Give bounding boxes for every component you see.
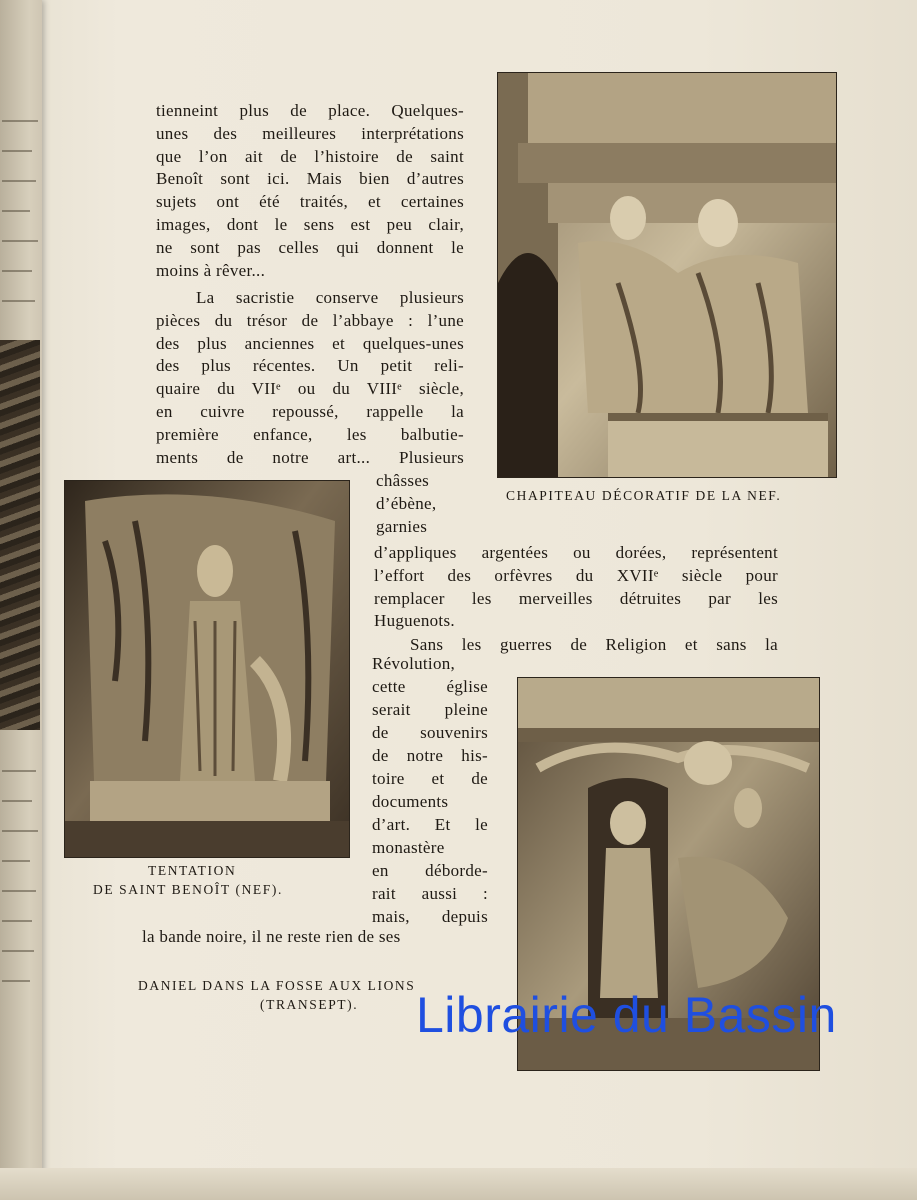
text-line: pièces du trésor de l’abbaye : l’une <box>156 310 464 330</box>
text-line: images, dont le sens est peu clair, <box>156 214 464 234</box>
watermark-librairie-du-bassin: Librairie du Bassin <box>416 987 837 1043</box>
text-line: cette église <box>372 677 488 696</box>
text-line: La sacristie conserve plusieurs <box>196 288 464 307</box>
text-line: Benoît sont ici. Mais bien d’autres <box>156 169 464 189</box>
text-line: de souvenirs <box>372 723 488 742</box>
paragraph-3-last <box>142 926 488 949</box>
paragraph-1 <box>156 100 464 282</box>
text-line: de notre his- <box>372 746 488 765</box>
text-line: mais, depuis <box>372 907 488 926</box>
paragraph-2-wide <box>374 542 778 633</box>
text-line: l’effort des orfèvres du XVIIᵉ siècle pour <box>374 565 778 585</box>
text-line: documents <box>372 792 449 811</box>
text-line: des plus récentes. Un petit reli- <box>156 356 464 376</box>
text-line: d’appliques argentées ou dorées, représentent <box>374 543 778 562</box>
photo-chapiteau-decoratif <box>497 72 837 478</box>
text-line: en cuivre repoussé, rappelle la <box>156 401 464 421</box>
text-line: serait pleine <box>372 700 488 719</box>
text-line: la bande noire, il ne reste rien de ses <box>142 927 401 946</box>
text-line: ne sont pas celles qui donnent le <box>156 237 464 257</box>
paragraph-2 <box>156 287 464 469</box>
text-line: première enfance, les balbutie- <box>156 424 464 444</box>
text-line: sujets ont été traités, et certaines <box>156 192 464 212</box>
text-line: toire et de <box>372 769 488 788</box>
caption-daniel-line1: DANIEL DANS LA FOSSE AUX LIONS <box>138 978 416 993</box>
text-line: monastère <box>372 838 445 857</box>
text-line: d’art. Et le <box>372 815 488 834</box>
paragraph-3-narrow <box>372 652 488 928</box>
text-line: unes des meilleures interprétations <box>156 123 464 143</box>
paragraph-2-narrow <box>376 470 466 538</box>
text-line: remplacer les merveilles détruites par les <box>374 588 778 608</box>
caption-tentation-line2: DE SAINT BENOÎT (NEF). <box>93 882 283 897</box>
text-line: tienneint plus de place. Quelques- <box>156 101 464 120</box>
caption-tentation-line1: TENTATION <box>148 863 237 878</box>
text-line: d’ébène, <box>376 493 437 513</box>
text-line: rait aussi : <box>372 884 488 903</box>
text-line: Révolution, <box>372 654 456 673</box>
previous-page-edge <box>0 0 42 1200</box>
text-line: Sans les guerres de Religion et sans la <box>410 635 778 654</box>
page-bottom-edge <box>0 1168 917 1200</box>
caption-daniel-line2: (TRANSEPT). <box>260 997 359 1012</box>
caption-chapiteau: CHAPITEAU DÉCORATIF DE LA NEF. <box>506 488 782 503</box>
previous-page-photo <box>0 340 40 730</box>
text-line: moins à rêver... <box>156 260 266 280</box>
text-line: des plus anciennes et quelques-unes <box>156 333 464 353</box>
photo-tentation-saint-benoit <box>64 480 350 858</box>
text-line: en déborde- <box>372 861 488 880</box>
text-line: châsses <box>376 471 430 490</box>
text-line: garnies <box>376 516 428 536</box>
text-line: que l’on ait de l’histoire de saint <box>156 146 464 166</box>
text-line: ments de notre art... Plusieurs <box>156 447 464 467</box>
text-line: Huguenots. <box>374 611 455 631</box>
text-line: quaire du VIIᵉ ou du VIIIᵉ siècle, <box>156 379 464 399</box>
